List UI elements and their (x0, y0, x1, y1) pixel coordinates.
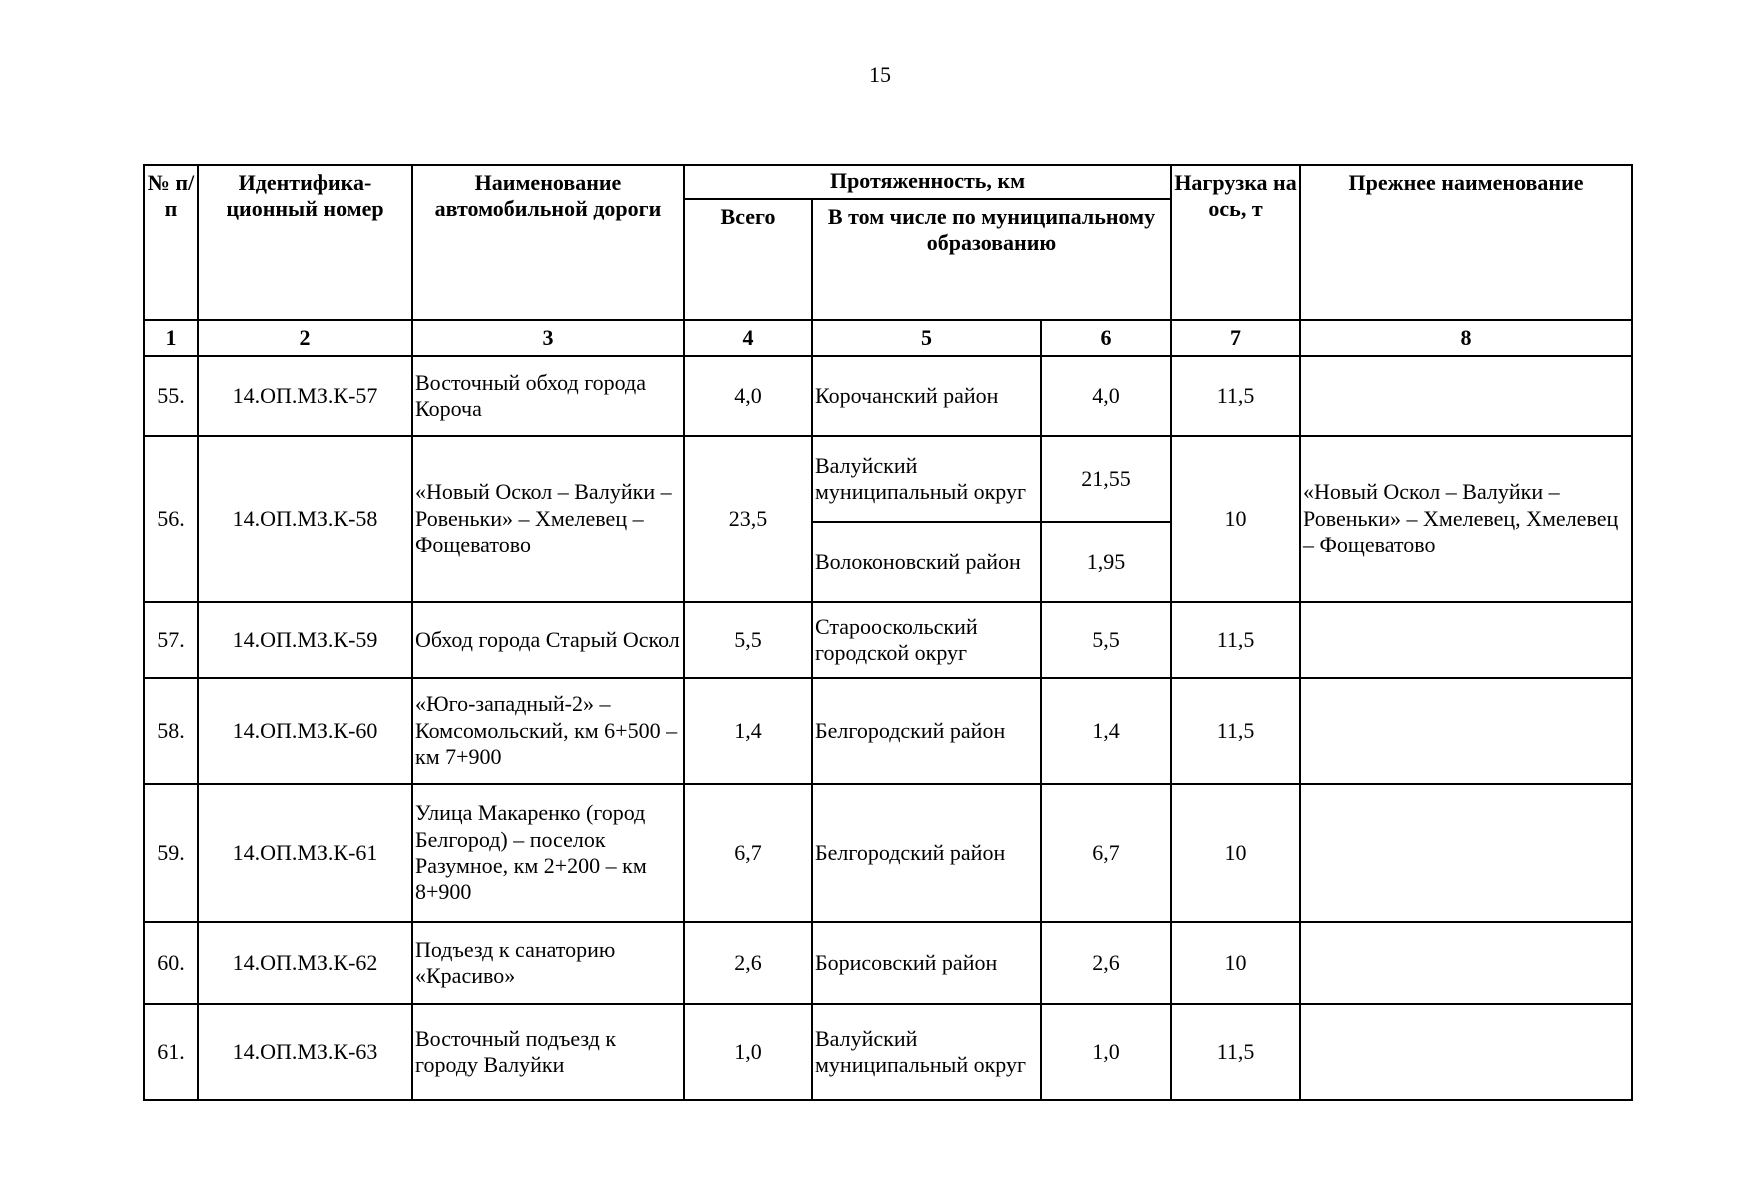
axle-load: 10 (1171, 436, 1300, 602)
municipality-name: Валуйский муниципальный округ (812, 436, 1041, 522)
roads-table (143, 164, 1633, 1101)
table-body (144, 356, 1632, 1100)
total-length: 1,0 (684, 1004, 812, 1100)
table-row (144, 436, 1632, 522)
municipality-name: Белгородский район (812, 784, 1041, 922)
column-number: 8 (1300, 320, 1632, 356)
table-row (144, 784, 1632, 922)
total-length: 4,0 (684, 356, 812, 436)
road-name: «Новый Оскол – Валуйки – Ровеньки» – Хмелевец – Фощеватово (412, 436, 684, 602)
road-name: Улица Макаренко (город Белгород) – поселок Разумное, км 2+200 – км 8+900 (412, 784, 684, 922)
road-id: 14.ОП.МЗ.К-57 (198, 356, 412, 436)
header-former-name: Прежнее наименование (1300, 165, 1632, 320)
former-name (1300, 602, 1632, 678)
municipality-name: Белгородский район (812, 678, 1041, 784)
header-axle-load: Нагрузка на ось, т (1171, 165, 1300, 320)
municipality-name: Корочанский район (812, 356, 1041, 436)
column-number: 1 (144, 320, 198, 356)
table-row (144, 356, 1632, 436)
municipality-length: 1,0 (1041, 1004, 1171, 1100)
road-id: 14.ОП.МЗ.К-60 (198, 678, 412, 784)
table-row (144, 1004, 1632, 1100)
former-name (1300, 1004, 1632, 1100)
table-row (144, 922, 1632, 1004)
row-number: 59. (144, 784, 198, 922)
municipality-length: 6,7 (1041, 784, 1171, 922)
former-name (1300, 784, 1632, 922)
axle-load: 11,5 (1171, 678, 1300, 784)
header-road-name: Наименование автомобильной дороги (412, 165, 684, 320)
former-name (1300, 922, 1632, 1004)
axle-load: 10 (1171, 784, 1300, 922)
road-id: 14.ОП.МЗ.К-61 (198, 784, 412, 922)
road-id: 14.ОП.МЗ.К-58 (198, 436, 412, 602)
axle-load: 10 (1171, 922, 1300, 1004)
row-number: 57. (144, 602, 198, 678)
header-total: Всего (684, 199, 812, 320)
road-id: 14.ОП.МЗ.К-62 (198, 922, 412, 1004)
row-number: 61. (144, 1004, 198, 1100)
former-name: «Новый Оскол – Валуйки – Ровеньки» – Хмелевец, Хмелевец – Фощеватово (1300, 436, 1632, 602)
municipality-length: 4,0 (1041, 356, 1171, 436)
axle-load: 11,5 (1171, 356, 1300, 436)
road-name: Обход города Старый Оскол (412, 602, 684, 678)
row-number: 55. (144, 356, 198, 436)
road-name: «Юго-западный-2» – Комсомольский, км 6+500 – км 7+900 (412, 678, 684, 784)
municipality-name: Волоконовский район (812, 522, 1041, 602)
row-number: 58. (144, 678, 198, 784)
axle-load: 11,5 (1171, 602, 1300, 678)
table-row (144, 602, 1632, 678)
total-length: 6,7 (684, 784, 812, 922)
municipality-length: 1,4 (1041, 678, 1171, 784)
road-id: 14.ОП.МЗ.К-63 (198, 1004, 412, 1100)
road-name: Восточный подъезд к городу Валуйки (412, 1004, 684, 1100)
column-number: 7 (1171, 320, 1300, 356)
row-number: 56. (144, 436, 198, 602)
column-number: 6 (1041, 320, 1171, 356)
header-number: № п/п (144, 165, 198, 320)
total-length: 1,4 (684, 678, 812, 784)
road-name: Восточный обход города Короча (412, 356, 684, 436)
municipality-length: 1,95 (1041, 522, 1171, 602)
row-number: 60. (144, 922, 198, 1004)
total-length: 5,5 (684, 602, 812, 678)
municipality-name: Валуйский муниципальный округ (812, 1004, 1041, 1100)
column-number: 5 (812, 320, 1041, 356)
header-municipal: В том числе по муниципальному образованию (812, 199, 1171, 320)
table-row (144, 678, 1632, 784)
former-name (1300, 678, 1632, 784)
municipality-name: Старооскольский городской округ (812, 602, 1041, 678)
header-id: Идентифика-ционный номер (198, 165, 412, 320)
column-number-row (144, 320, 1632, 356)
column-number: 3 (412, 320, 684, 356)
page-number: 15 (869, 62, 891, 87)
axle-load: 11,5 (1171, 1004, 1300, 1100)
road-id: 14.ОП.МЗ.К-59 (198, 602, 412, 678)
road-name: Подъезд к санаторию «Красиво» (412, 922, 684, 1004)
municipality-length: 2,6 (1041, 922, 1171, 1004)
header-row-1 (144, 165, 1632, 199)
municipality-length: 21,55 (1041, 436, 1171, 522)
former-name (1300, 356, 1632, 436)
municipality-name: Борисовский район (812, 922, 1041, 1004)
total-length: 2,6 (684, 922, 812, 1004)
column-number: 2 (198, 320, 412, 356)
table-header (144, 165, 1632, 356)
municipality-length: 5,5 (1041, 602, 1171, 678)
total-length: 23,5 (684, 436, 812, 602)
column-number: 4 (684, 320, 812, 356)
header-length-group: Протяженность, км (684, 165, 1171, 199)
